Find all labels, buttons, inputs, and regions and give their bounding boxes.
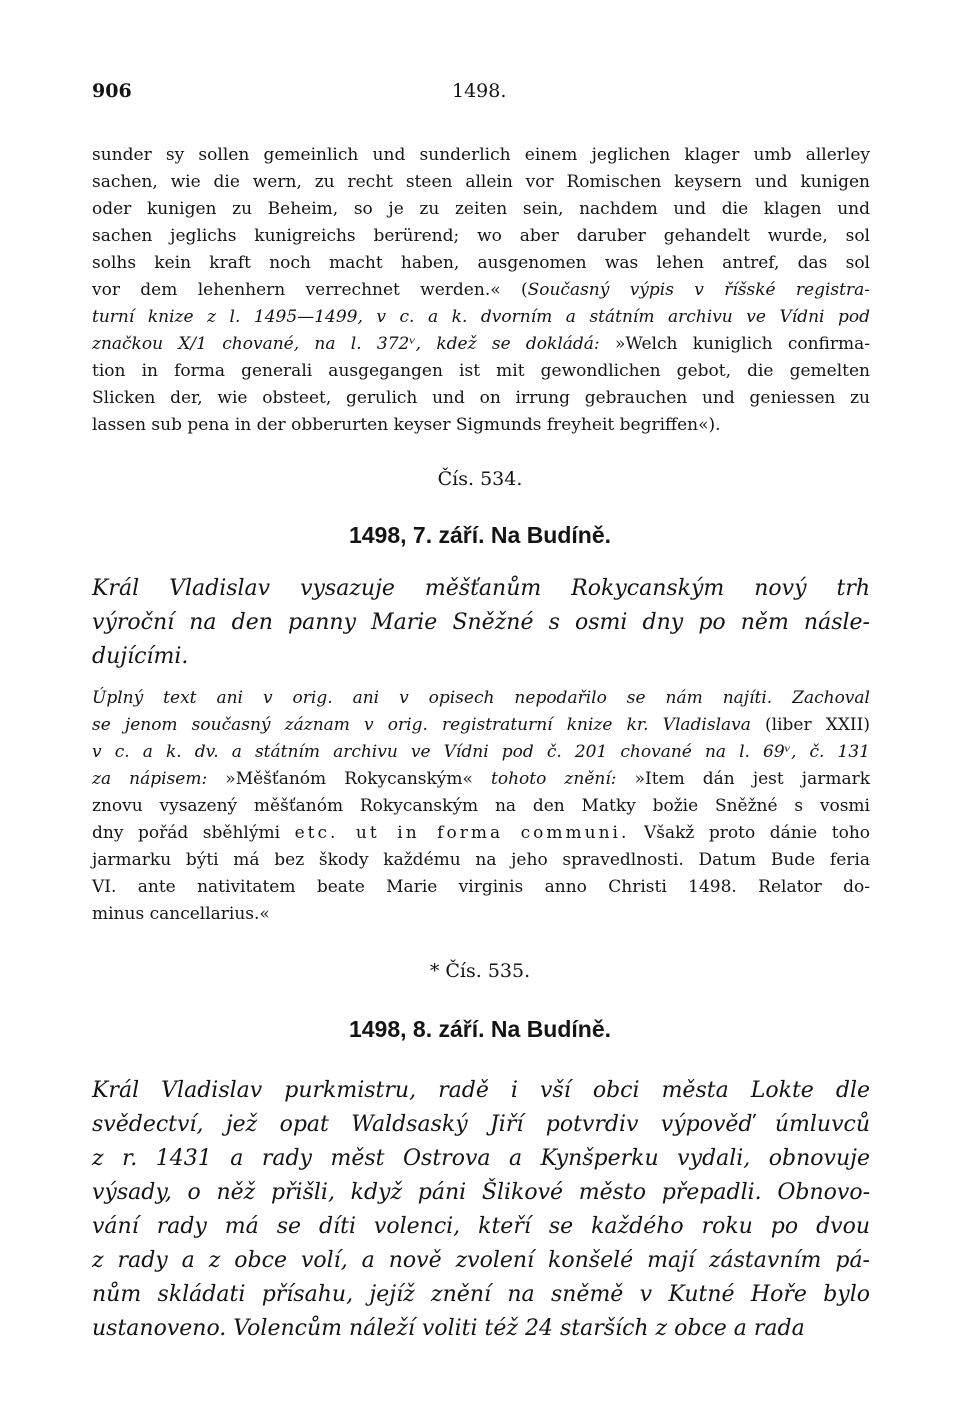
continuation-line [92, 196, 870, 223]
text-run: »Item dán jest jarmark [634, 769, 871, 789]
running-head-year: 1498. [452, 80, 507, 102]
entry-535-regest [92, 1074, 870, 1346]
text-run: oder kunigen zu Beheim, so je zu zeiten sein, nachdem und die klagen und [92, 199, 870, 219]
text-run: lassen sub pena in der obberurten keyser Sigmunds freyheit begriffen«). [92, 415, 721, 435]
entry-535-number: * Čís. 535. [429, 960, 531, 982]
text-run: sachen jeglichs kunigreichs berürend; wo aber daruber gehandelt wurde, sol [92, 226, 870, 246]
note-534-line [92, 847, 870, 874]
continuation-line [92, 358, 870, 385]
text-run: Všakž proto dánie toho [629, 823, 870, 843]
note-534-line [92, 901, 870, 928]
text-run: »Měšťanóm Rokycanským« [225, 769, 492, 789]
text-run: sachen, wie die wern, zu recht steen allein vor Romischen keysern und kunigen [92, 172, 870, 192]
continuation-line [92, 142, 870, 169]
continuation-line [92, 169, 870, 196]
entry-534-date-place: 1498, 7. září. Na Budíně. [348, 522, 612, 548]
note-534-line [92, 874, 870, 901]
regest-535-line: výsady, o něž přišli, když páni Šlikové město přepadli. Obnovo- [92, 1180, 870, 1205]
text-run: VI. ante nativitatem beate Marie virginis anno Christi 1498. Relator do- [92, 877, 870, 897]
entry-534-note [92, 685, 870, 928]
continuation-line [92, 412, 870, 439]
text-run: značkou X/1 chované, na l. 372ᵛ, kdež se dokládá: [92, 334, 615, 354]
regest-534-line: dujícími. [92, 644, 189, 669]
note-534-line [92, 766, 870, 793]
page-number: 906 [92, 80, 132, 102]
note-534-line [92, 793, 870, 820]
entry-534-number: Čís. 534. [437, 468, 523, 490]
text-run: Současný výpis v říšské registra- [527, 280, 870, 300]
continuation-line [92, 223, 870, 250]
regest-535-line: svědectví, jež opat Waldsaský Jiří potvrdiv výpověď úmluvců [92, 1112, 870, 1137]
regest-534-line: výroční na den panny Marie Sněžné s osmi dny po něm násle- [92, 610, 870, 635]
regest-535-line: ustanoveno. Volencům náleží voliti též 24 starších z obce a rada [92, 1316, 805, 1341]
text-run: v c. a k. dv. a státním archivu ve Vídni pod č. 201 chované na l. 69ᵛ, č. 131 [92, 742, 870, 762]
text-run: dny pořád sběhlými [92, 823, 295, 843]
text-run: jarmarku býti má bez škody každému na jeho spravedlnosti. Datum Bude feria [92, 850, 870, 870]
note-534-line [92, 685, 870, 712]
note-534-line [92, 739, 870, 766]
continuation-line [92, 385, 870, 412]
regest-535-line: z r. 1431 a rady měst Ostrova a Kynšperku vydali, obnovuje [92, 1146, 870, 1171]
text-run: tion in forma generali ausgegangen ist mit gewondlichen gebot, die gemelten [92, 361, 870, 381]
entry-535-date-place: 1498, 8. září. Na Budíně. [348, 1016, 612, 1042]
text-run: etc. ut in forma communi. [294, 823, 630, 843]
text-run: Slicken der, wie obsteet, gerulich und on irrung gebrauchen und geniessen zu [92, 388, 870, 408]
regest-535-line: z rady a z obce volí, a nově zvolení konšelé mají zástavním pá- [92, 1248, 870, 1273]
page-header [92, 80, 872, 110]
text-run: se jenom současný záznam v orig. registraturní knize kr. Vladislava [92, 715, 766, 735]
note-534-line [92, 712, 870, 739]
text-run: znovu vysazený měšťanóm Rokycanským na den Matky božie Sněžné s vosmi [92, 796, 870, 816]
text-run: sunder sy sollen gemeinlich und sunderlich einem jeglichen klager umb allerley [92, 145, 870, 165]
continuation-line [92, 304, 870, 331]
continuation-paragraph [92, 142, 870, 439]
text-run: solhs kein kraft noch macht haben, ausgenomen was lehen antref, das sol [92, 253, 870, 273]
text-run: minus cancellarius.« [92, 904, 270, 924]
entry-534-regest [92, 572, 870, 674]
text-run: tohoto znění: [491, 769, 635, 789]
regest-534-line: Král Vladislav vysazuje měšťanům Rokycanským nový trh [92, 576, 870, 601]
regest-535-line: nům skládati přísahu, jejíž znění na sněmě v Kutné Hoře bylo [92, 1282, 870, 1307]
regest-535-line: Král Vladislav purkmistru, radě i vší obci města Lokte dle [92, 1078, 870, 1103]
text-run: turní knize z l. 1495—1499, v c. a k. dvorním a státním archivu ve Vídni pod [92, 307, 870, 327]
text-run: vor dem lehenhern verrechnet werden.« ( [92, 280, 528, 300]
text-run: »Welch kuniglich confirma- [614, 334, 871, 354]
text-run: (liber XXII) [765, 715, 870, 735]
text-run: za nápisem: [92, 769, 226, 789]
continuation-line [92, 277, 870, 304]
text-run: Úplný text ani v orig. ani v opisech nepodařilo se nám najíti. Zachoval [92, 688, 870, 708]
note-534-line [92, 820, 870, 847]
continuation-line [92, 250, 870, 277]
regest-535-line: vání rady má se díti volenci, kteří se každého roku po dvou [92, 1214, 870, 1239]
continuation-line [92, 331, 870, 358]
